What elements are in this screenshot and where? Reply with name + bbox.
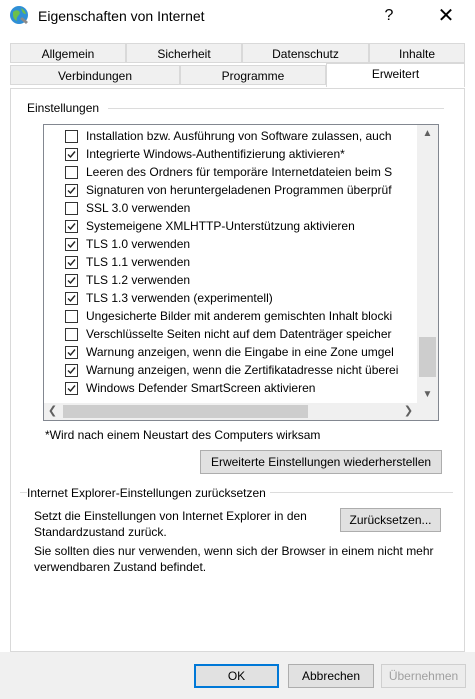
restart-note: *Wird nach einem Neustart des Computers wirksam [45, 428, 321, 442]
checkmark-icon [67, 186, 76, 195]
list-item-label: Windows Defender SmartScreen aktivieren [86, 381, 316, 395]
list-item[interactable] [44, 307, 417, 325]
list-item-label: TLS 1.2 verwenden [86, 273, 191, 287]
list-item-label: TLS 1.1 verwenden [86, 255, 191, 269]
list-item[interactable] [44, 127, 417, 145]
checkbox-unchecked[interactable] [65, 166, 78, 179]
list-item-label: TLS 1.0 verwenden [86, 237, 191, 251]
group-divider [108, 108, 444, 109]
cancel-button[interactable]: Abbrechen [288, 664, 374, 688]
checkmark-icon [67, 240, 76, 249]
checkbox-checked[interactable] [65, 364, 78, 377]
checkmark-icon [67, 384, 76, 393]
tab-inhalte[interactable]: Inhalte [369, 43, 465, 63]
reset-description: Setzt die Einstellungen von Internet Explorer in den Standardzustand zurück. [34, 509, 307, 539]
list-item-label: SSL 3.0 verwenden [86, 201, 191, 215]
list-item[interactable] [44, 145, 417, 163]
horizontal-scroll-thumb[interactable] [63, 405, 308, 418]
list-item-label: Signaturen von heruntergeladenen Programmen überprüf [86, 183, 392, 197]
scroll-down-arrow-icon[interactable]: ▼ [422, 389, 433, 400]
checkbox-checked[interactable] [65, 184, 78, 197]
list-item[interactable] [44, 235, 417, 253]
list-item-label: TLS 1.3 verwenden (experimentell) [86, 291, 273, 305]
restore-advanced-settings-label: Erweiterte Einstellungen wiederherstellen [210, 455, 432, 469]
reset-group-label: Internet Explorer-Einstellungen zurücksetzen [27, 486, 270, 500]
checkbox-checked[interactable] [65, 346, 78, 359]
settings-list[interactable] [43, 124, 439, 421]
list-item[interactable] [44, 271, 417, 289]
checkmark-icon [67, 366, 76, 375]
scroll-right-arrow-icon[interactable]: ❯ [403, 405, 414, 417]
list-item[interactable] [44, 199, 417, 217]
tab-strip [10, 43, 465, 88]
list-item[interactable] [44, 361, 417, 379]
list-item-label: Leeren des Ordners für temporäre Internetdateien beim S [86, 165, 393, 179]
checkmark-icon [67, 258, 76, 267]
tab-erweitert[interactable]: Erweitert [326, 63, 465, 87]
apply-button[interactable]: Übernehmen [381, 664, 466, 688]
list-item-label: Warnung anzeigen, wenn die Zertifikatadresse nicht überei [86, 363, 399, 377]
list-item[interactable] [44, 163, 417, 181]
tab-sicherheit[interactable]: Sicherheit [126, 43, 242, 63]
list-item[interactable] [44, 289, 417, 307]
checkbox-checked[interactable] [65, 382, 78, 395]
horizontal-scrollbar[interactable] [44, 403, 417, 420]
checkmark-icon [67, 150, 76, 159]
list-item[interactable] [44, 325, 417, 343]
internet-options-globe-icon [9, 5, 29, 25]
list-item[interactable] [44, 343, 417, 361]
list-item[interactable] [44, 253, 417, 271]
list-item-label: Systemeigene XMLHTTP-Unterstützung aktivieren [86, 219, 355, 233]
restore-advanced-settings-button[interactable] [200, 450, 442, 474]
window-title: Eigenschaften von Internet [38, 8, 205, 24]
settings-rows [44, 127, 417, 397]
tab-programme[interactable]: Programme [180, 65, 326, 85]
checkbox-unchecked[interactable] [65, 202, 78, 215]
list-item-label: Ungesicherte Bilder mit anderem gemischten Inhalt blocki [86, 309, 393, 323]
settings-group-label: Einstellungen [27, 101, 103, 115]
checkmark-icon [67, 222, 76, 231]
list-item-label: Warnung anzeigen, wenn die Eingabe in eine Zone umgel [86, 345, 394, 359]
scroll-up-arrow-icon[interactable]: ▲ [422, 128, 433, 139]
tab-allgemein[interactable]: Allgemein [10, 43, 126, 63]
list-item[interactable] [44, 181, 417, 199]
checkmark-icon [67, 294, 76, 303]
title-bar [0, 0, 475, 32]
vertical-scrollbar[interactable] [417, 125, 438, 403]
checkmark-icon [67, 348, 76, 357]
checkbox-unchecked[interactable] [65, 328, 78, 341]
checkbox-checked[interactable] [65, 220, 78, 233]
checkbox-checked[interactable] [65, 292, 78, 305]
close-button[interactable]: ✕ [437, 5, 455, 27]
list-item-label: Verschlüsselte Seiten nicht auf dem Datenträger speicher [86, 327, 392, 341]
checkbox-unchecked[interactable] [65, 130, 78, 143]
checkbox-checked[interactable] [65, 238, 78, 251]
checkbox-checked[interactable] [65, 256, 78, 269]
tab-datenschutz[interactable]: Datenschutz [242, 43, 369, 63]
reset-warning: Sie sollten dies nur verwenden, wenn sich der Browser in einem nicht mehr verwendbaren Zustand befindet. [34, 544, 434, 574]
scrollbar-corner [417, 403, 438, 420]
vertical-scroll-thumb[interactable] [419, 337, 436, 377]
list-item[interactable] [44, 379, 417, 397]
scroll-left-arrow-icon[interactable]: ❮ [47, 405, 58, 417]
help-button[interactable]: ? [384, 7, 394, 24]
list-item-label: Installation bzw. Ausführung von Software zulassen, auch [86, 129, 392, 143]
checkmark-icon [67, 276, 76, 285]
checkbox-checked[interactable] [65, 274, 78, 287]
reset-button[interactable]: Zurücksetzen... [340, 508, 441, 532]
list-item[interactable] [44, 217, 417, 235]
list-item-label: Integrierte Windows-Authentifizierung aktivieren* [86, 147, 345, 161]
checkbox-unchecked[interactable] [65, 310, 78, 323]
checkbox-checked[interactable] [65, 148, 78, 161]
ok-button[interactable]: OK [194, 664, 279, 688]
tab-verbindungen[interactable]: Verbindungen [10, 65, 180, 85]
